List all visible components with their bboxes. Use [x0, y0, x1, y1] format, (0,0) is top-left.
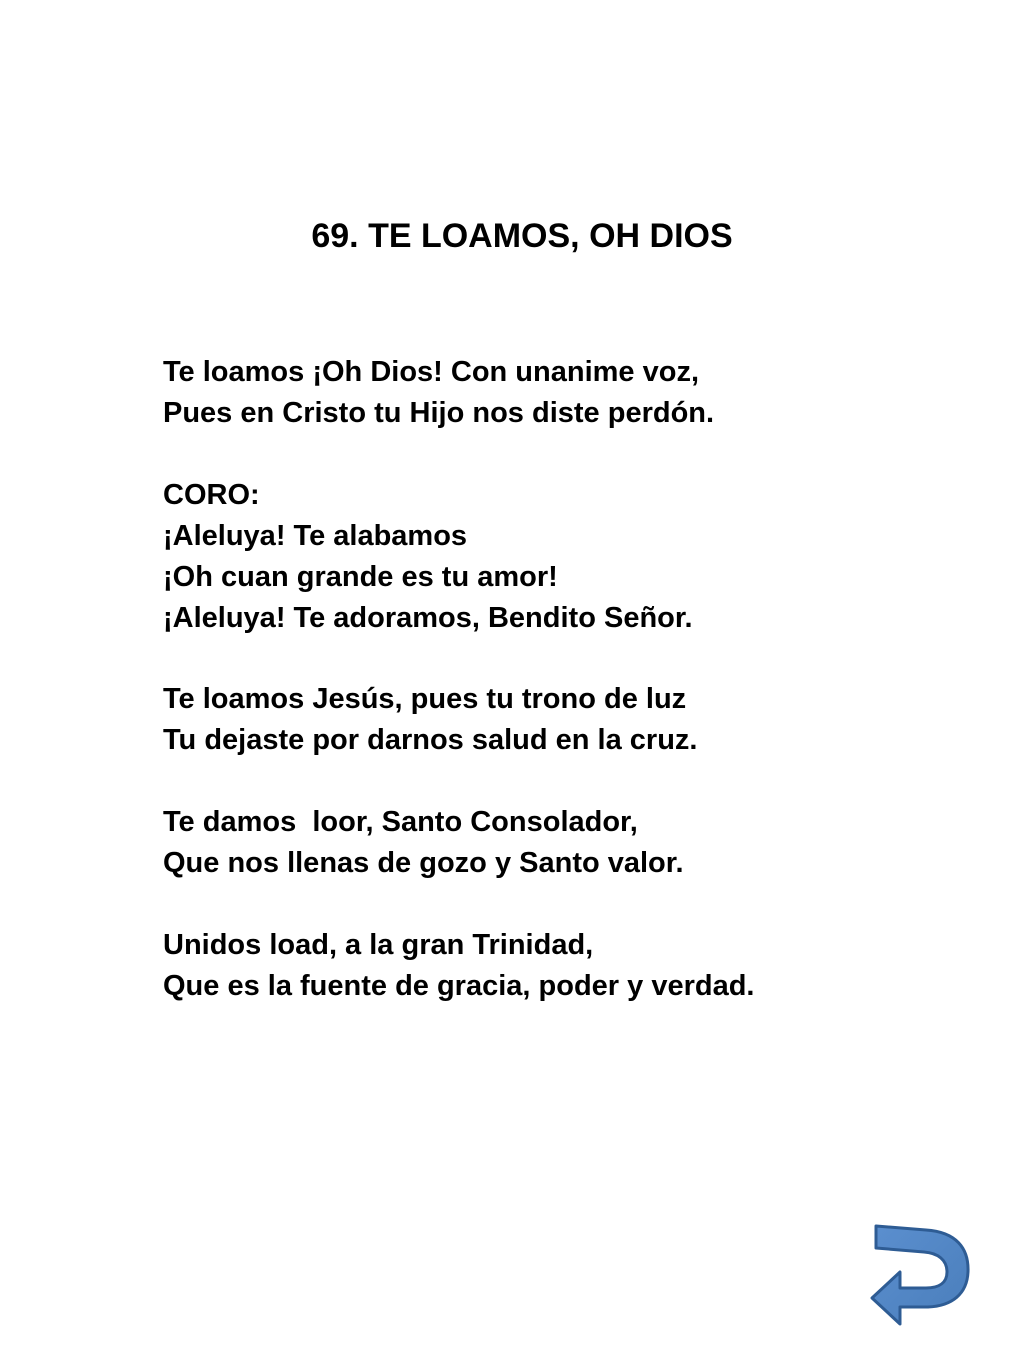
chorus-line: ¡Oh cuan grande es tu amor!	[163, 561, 558, 593]
chorus	[163, 475, 693, 639]
u-turn-return-arrow-icon	[868, 1222, 974, 1328]
return-button[interactable]	[868, 1222, 974, 1328]
chorus-line: ¡Aleluya! Te alabamos	[163, 520, 468, 552]
stanza-line: Pues en Cristo tu Hijo nos diste perdón.	[163, 397, 715, 429]
hymn-title: 69. TE LOAMOS, OH DIOS	[311, 217, 733, 255]
stanza-line: Tu dejaste por darnos salud en la cruz.	[163, 724, 698, 756]
stanza-2	[163, 679, 697, 761]
stanza-line: Que es la fuente de gracia, poder y verdad.	[163, 970, 755, 1002]
stanza-3	[163, 802, 684, 884]
chorus-line: ¡Aleluya! Te adoramos, Bendito Señor.	[163, 602, 693, 634]
chorus-heading: CORO:	[163, 479, 260, 511]
stanza-line: Unidos load, a la gran Trinidad,	[163, 929, 594, 961]
stanza-line: Te damos loor, Santo Consolador,	[163, 806, 638, 838]
stanza-line: Te loamos ¡Oh Dios! Con unanime voz,	[163, 356, 700, 388]
stanza-1	[163, 352, 714, 434]
stanza-line: Te loamos Jesús, pues tu trono de luz	[163, 683, 687, 715]
stanza-line: Que nos llenas de gozo y Santo valor.	[163, 847, 684, 879]
stanza-4	[163, 925, 754, 1007]
